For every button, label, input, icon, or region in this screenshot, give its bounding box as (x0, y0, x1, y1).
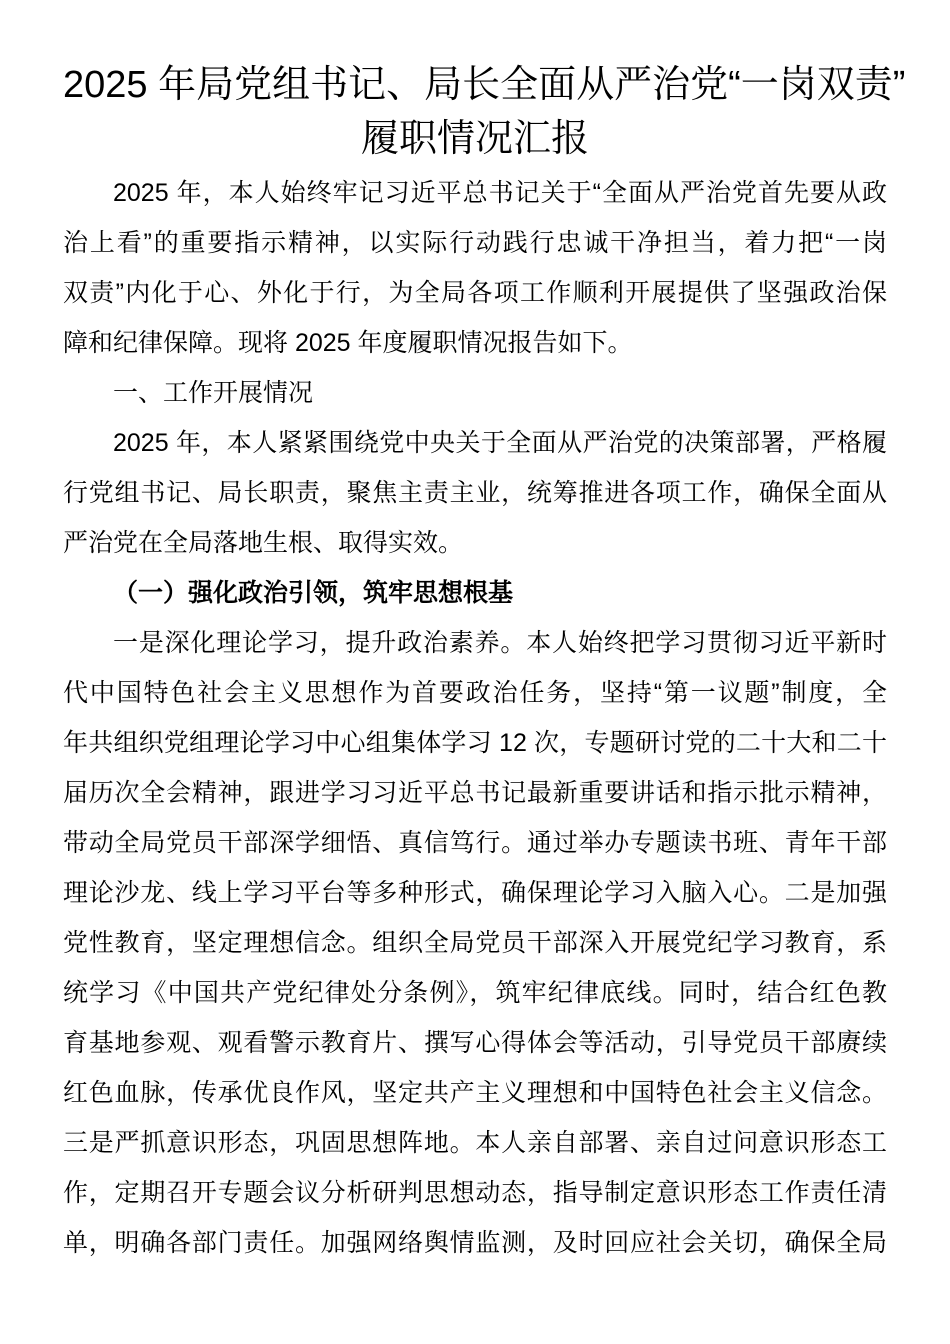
paragraph-line: 理论沙龙、线上学习平台等多种形式，确保理论学习入脑入心。二是加强 (63, 879, 887, 907)
paragraph-line: 2025 年，本人紧紧围绕党中央关于全面从严治党的决策部署，严格履 (113, 429, 887, 457)
paragraph-line: 2025 年，本人始终牢记习近平总书记关于“全面从严治党首先要从政 (113, 179, 887, 207)
paragraph-line: 单，明确各部门责任。加强网络舆情监测，及时回应社会关切，确保全局 (63, 1229, 887, 1257)
paragraph-line: 党性教育，坚定理想信念。组织全局党员干部深入开展党纪学习教育，系 (63, 929, 887, 957)
paragraph-line: 三是严抓意识形态，巩固思想阵地。本人亲自部署、亲自过问意识形态工 (63, 1129, 887, 1157)
paragraph-line: 年共组织党组理论学习中心组集体学习 12 次，专题研讨党的二十大和二十 (63, 729, 887, 757)
document-title (63, 58, 906, 166)
title-line-2: 履职情况汇报 (360, 118, 589, 160)
paragraph-line: 育基地参观、观看警示教育片、撰写心得体会等活动，引导党员干部赓续 (63, 1029, 887, 1057)
paragraph-line: 红色血脉，传承优良作风，坚定共产主义理想和中国特色社会主义信念。 (63, 1079, 887, 1107)
paragraph-line: 障和纪律保障。现将 2025 年度履职情况报告如下。 (63, 329, 633, 357)
paragraph-line: 届历次全会精神，跟进学习习近平总书记最新重要讲话和指示批示精神， (63, 779, 887, 807)
paragraph-line: 代中国特色社会主义思想作为首要政治任务，坚持“第一议题”制度，全 (63, 679, 887, 707)
paragraph-line: 双责”内化于心、外化于行，为全局各项工作顺利开展提供了坚强政治保 (63, 279, 887, 307)
title-line-1: 2025 年局党组书记、局长全面从严治党“一岗双责” (63, 64, 906, 106)
paragraph-line: 行党组书记、局长职责，聚焦主责主业，统筹推进各项工作，确保全面从 (63, 479, 887, 507)
section-heading: 一、工作开展情况 (113, 379, 314, 407)
paragraph-line: 治上看”的重要指示精神，以实际行动践行忠诚干净担当，着力把“一岗 (63, 229, 887, 257)
paragraph-line: 带动全局党员干部深学细悟、真信笃行。通过举办专题读书班、青年干部 (63, 829, 887, 857)
document-body (63, 168, 887, 1268)
subsection-heading: （一）强化政治引领，筑牢思想根基 (113, 579, 514, 607)
paragraph-line: 作，定期召开专题会议分析研判思想动态，指导制定意识形态工作责任清 (63, 1179, 887, 1207)
paragraph-line: 一是深化理论学习，提升政治素养。本人始终把学习贯彻习近平新时 (113, 629, 887, 657)
paragraph-line: 严治党在全局落地生根、取得实效。 (63, 529, 464, 557)
paragraph-line: 统学习《中国共产党纪律处分条例》，筑牢纪律底线。同时，结合红色教 (63, 979, 887, 1007)
